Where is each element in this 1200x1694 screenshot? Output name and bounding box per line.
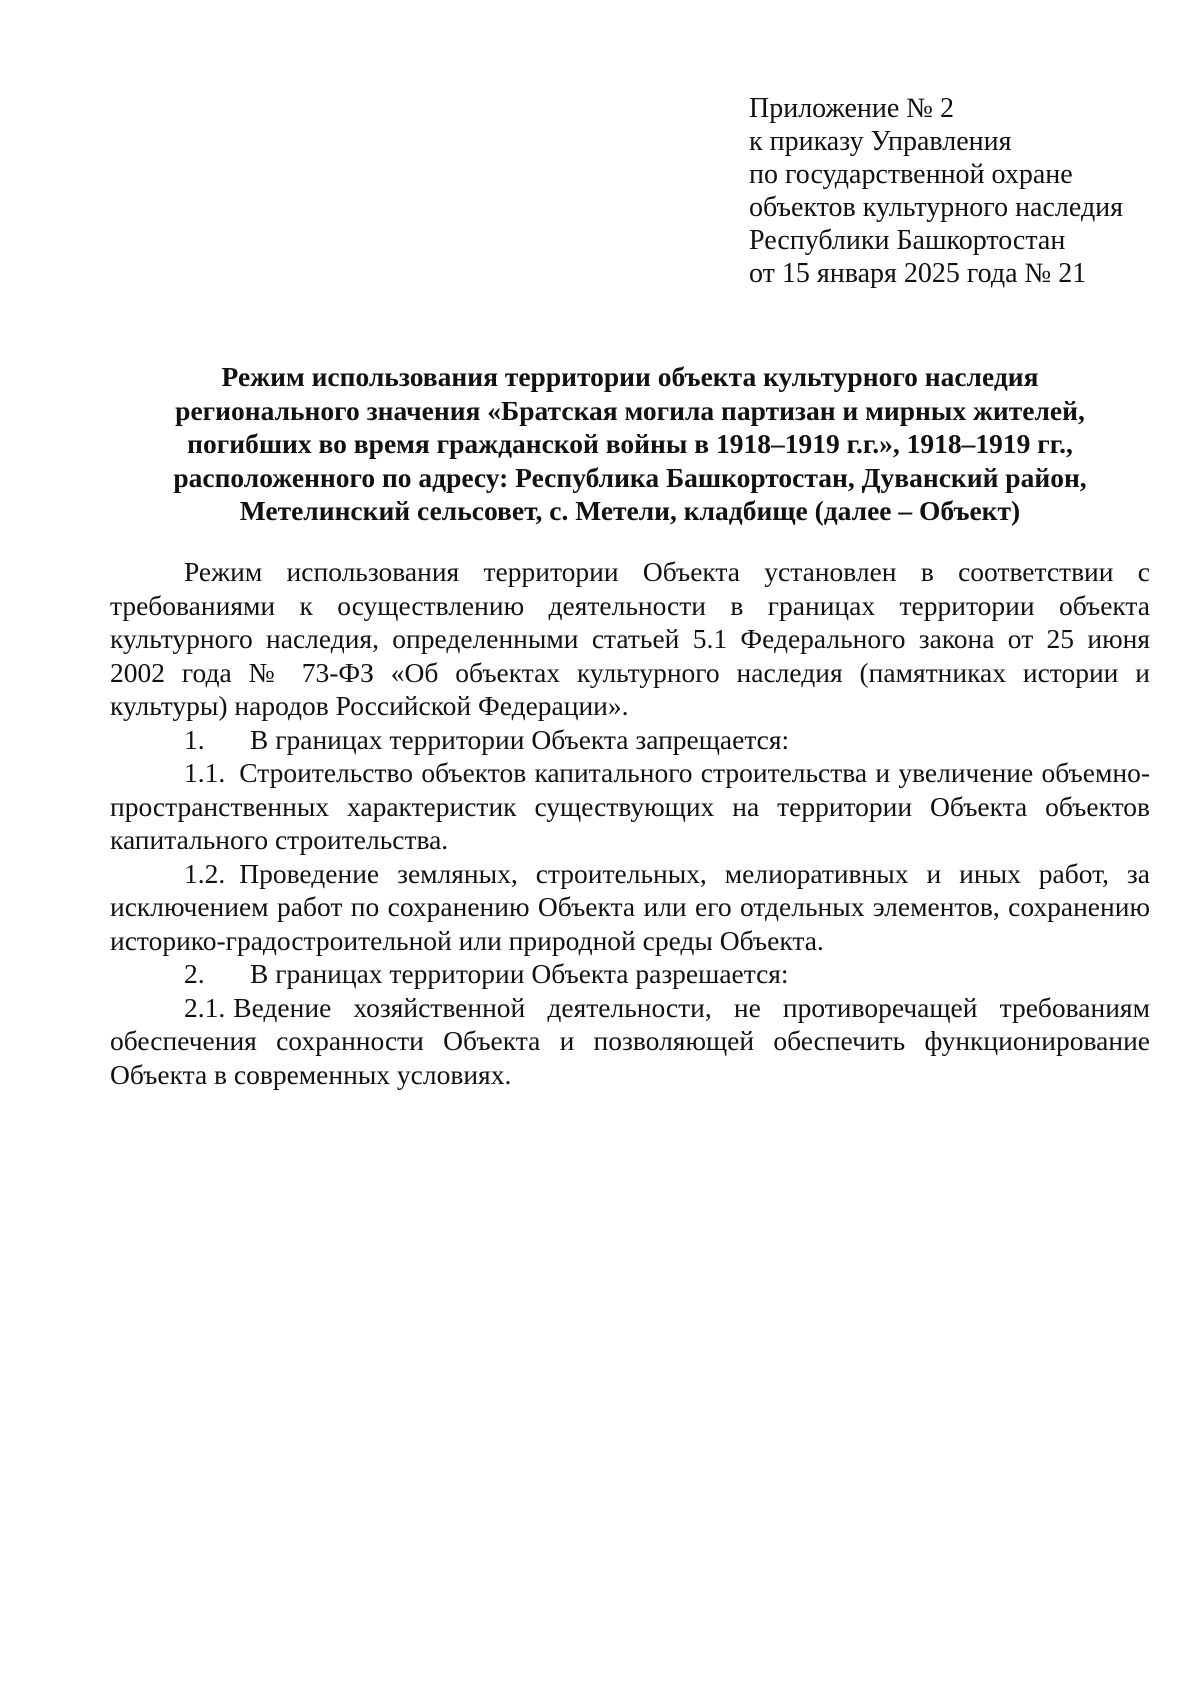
appendix-line: Республики Башкортостан [749, 225, 1066, 256]
appendix-line: к приказу Управления [749, 126, 1012, 157]
appendix-header [749, 92, 1169, 290]
item-number: 2. [184, 958, 205, 989]
item-text: Строительство объектов капитального строительства и увеличение объемно-пространственных характеристик существующих на территории Объекта объектов капитального строительства. [110, 757, 1150, 855]
title-line: погибших во время гражданской войны в 1918–1919 г.г.», 1918–1919 гг., [187, 428, 1073, 459]
title-line: Режим использования территории объекта культурного наследия [221, 361, 1039, 392]
item-text: В границах территории Объекта разрешается: [250, 958, 789, 989]
document-body [110, 555, 1150, 1091]
appendix-line: Приложение № 2 [749, 93, 954, 124]
item-number: 1.2. [184, 857, 226, 889]
item-text: В границах территории Объекта запрещается: [250, 723, 790, 755]
item-text: Ведение хозяйственной деятельности, не противоречащей требованиям обеспечения сохранности Объекта и позволяющей обеспечить функционирование Объекта в современных условиях. [110, 991, 1150, 1090]
list-item-2-1 [110, 991, 1150, 1092]
intro-paragraph: Режим использования территории Объекта установлен в соответствии с требованиями к осуществлению деятельности в границах территории объекта культурного наследия, определенными статьей 5.1 Федерального закона от 25 июня 2002 года № 73-ФЗ «Об объектах культурного наследия (памятниках истории и культуры) народов Российской Федерации». [110, 556, 1150, 721]
appendix-line: по государственной охране [749, 159, 1073, 190]
item-number: 1.1. [184, 757, 226, 788]
title-line: расположенного по адресу: Республика Башкортостан, Дуванский район, [173, 461, 1087, 493]
list-item-2 [110, 957, 1150, 991]
list-item-1-2 [110, 857, 1150, 958]
title-line: регионального значения «Братская могила партизан и мирных жителей, [175, 394, 1085, 426]
title-line: Метелинский сельсовет, с. Метели, кладбище (далее – Объект) [239, 495, 1021, 526]
list-item-1-1 [110, 756, 1150, 857]
document-title [110, 360, 1150, 528]
list-item-1 [110, 723, 1150, 757]
item-number: 2.1. [184, 991, 226, 1023]
appendix-line: объектов культурного наследия [749, 192, 1124, 223]
appendix-line: от 15 января 2025 года № 21 [749, 258, 1087, 289]
item-number: 1. [184, 723, 205, 755]
item-text: Проведение земляных, строительных, мелиоративных и иных работ, за исключением работ по сохранению Объекта или его отдельных элементов, сохранению историко-градостроительной или природной среды Объекта. [110, 857, 1150, 956]
